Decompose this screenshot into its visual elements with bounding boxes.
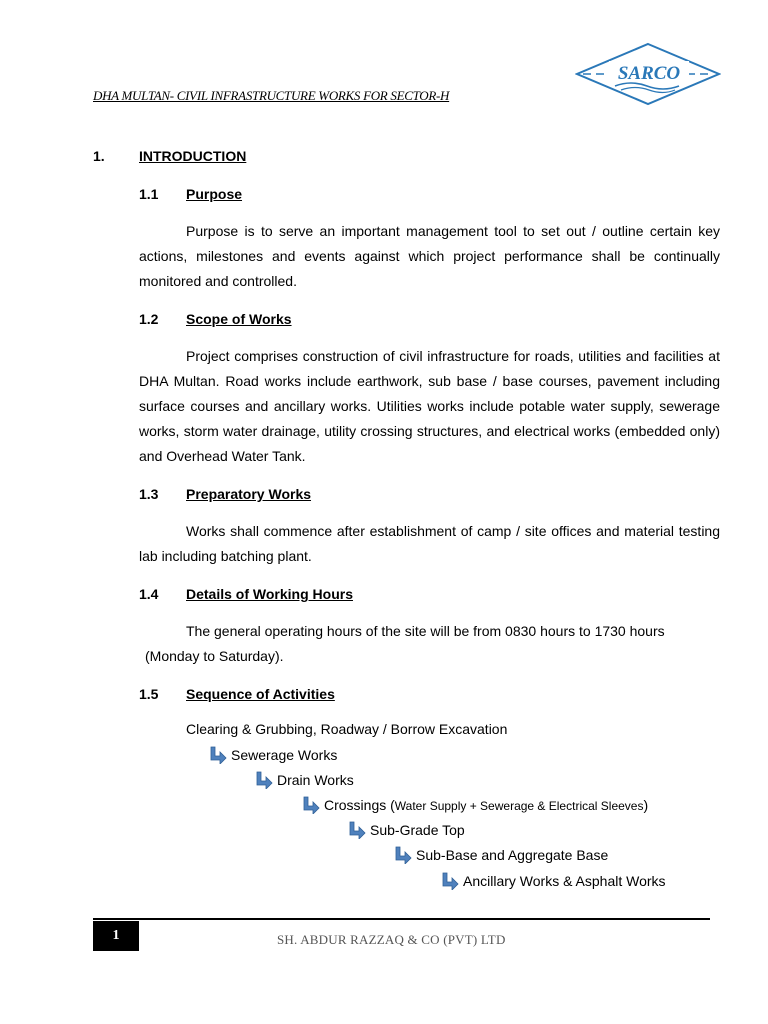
document-header-title: DHA MULTAN- CIVIL INFRASTRUCTURE WORKS FOR SECTOR-H (93, 88, 450, 103)
crossings-note: Water Supply + Sewerage & Electrical Sleeves (394, 799, 644, 813)
section-number: 1. (93, 148, 105, 164)
subsection-number-hours: 1.4 (139, 586, 159, 602)
sequence-step-label: Sub-Grade Top (370, 822, 465, 838)
turn-right-arrow-icon (394, 846, 412, 864)
section-title: INTRODUCTION (139, 148, 247, 164)
turn-right-arrow-icon (209, 746, 227, 764)
page-number: 1 (93, 921, 139, 951)
subsection-number-purpose: 1.1 (139, 186, 159, 202)
logo-text: SARCO (617, 63, 681, 84)
scope-paragraph: Project comprises construction of civil infrastructure for roads, utilities and facilities at DHA Multan. Road works include earthwork, sub base / base courses, pavement including surface courses and ancillary works. Utilities works include potable water supply, sewerage works, storm water drainage, utility crossing structures, and electrical works (embedded only) and Overhead Water Tank. (139, 348, 720, 464)
footer-divider (93, 918, 710, 920)
turn-right-arrow-icon (302, 796, 320, 814)
sequence-step-label: Sewerage Works (231, 747, 338, 763)
turn-right-arrow-icon (441, 872, 459, 890)
sequence-step (441, 872, 666, 890)
hours-line-2: (Monday to Saturday). (145, 648, 284, 664)
subsection-number-sequence: 1.5 (139, 686, 159, 702)
footer-company-name: SH. ABDUR RAZZAQ & CO (PVT) LTD (277, 932, 506, 947)
subsection-title-sequence: Sequence of Activities (186, 686, 335, 702)
purpose-paragraph: Purpose is to serve an important management tool to set out / outline certain key actions, milestones and events against which project performance shall be continually monitored and controlled. (139, 223, 720, 289)
sequence-step-label: Sub-Base and Aggregate Base (416, 847, 609, 863)
subsection-title-scope: Scope of Works (186, 311, 292, 327)
sequence-step (255, 771, 354, 789)
hours-line-1: The general operating hours of the site will be from 0830 hours to 1730 hours (186, 623, 665, 639)
sequence-step-label: Drain Works (277, 772, 354, 788)
sequence-step-label: Ancillary Works & Asphalt Works (463, 873, 666, 889)
sequence-step-label: Crossings (Water Supply + Sewerage & Electrical Sleeves) (324, 797, 649, 813)
subsection-title-hours: Details of Working Hours (186, 586, 353, 602)
subsection-number-preparatory: 1.3 (139, 486, 159, 502)
turn-right-arrow-icon (255, 771, 273, 789)
subsection-title-preparatory: Preparatory Works (186, 486, 312, 502)
sarco-logo (575, 42, 721, 106)
hours-paragraph (139, 619, 734, 669)
turn-right-arrow-icon (348, 821, 366, 839)
sequence-step (394, 846, 608, 864)
sequence-step (348, 821, 465, 839)
subsection-title-purpose: Purpose (186, 186, 243, 202)
sequence-first-activity: Clearing & Grubbing, Roadway / Borrow Excavation (186, 721, 508, 737)
sequence-step (209, 746, 337, 764)
sequence-step (302, 796, 648, 814)
subsection-number-scope: 1.2 (139, 311, 159, 327)
preparatory-paragraph: Works shall commence after establishment of camp / site offices and material testing lab including batching plant. (139, 523, 720, 564)
